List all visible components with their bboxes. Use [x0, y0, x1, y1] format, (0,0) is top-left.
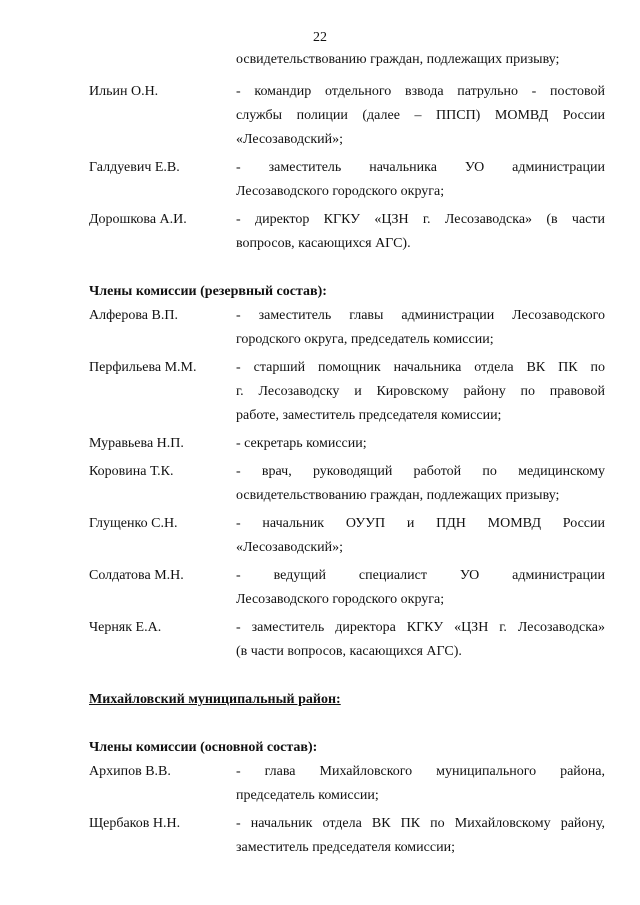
member-role: [236, 356, 605, 428]
role-line: Лесозаводского городского округа;: [236, 592, 445, 607]
member-entry: [89, 564, 605, 612]
continuation-text: освидетельствованию граждан, подлежащих призыву;: [236, 52, 560, 67]
role-line: - директор КГКУ «ЦЗН г. Лесозаводска» (в части: [236, 212, 605, 227]
role-line: службы полиции (далее – ППСП) МОМВД России: [236, 108, 605, 123]
reserve-heading: Члены комиссии (резервный состав):: [89, 284, 327, 299]
role-line: - врач, руководящий работой по медицинскому: [236, 464, 605, 479]
role-line: работе, заместитель председателя комиссии;: [236, 408, 502, 423]
member-entry: [89, 616, 605, 664]
role-line: - командир отдельного взвода патрульно - постовой: [236, 84, 605, 99]
role-line: - секретарь комиссии;: [236, 436, 367, 451]
role-line: - заместитель начальника УО администрации: [236, 160, 605, 175]
member-entry: [89, 304, 605, 352]
member-entry: [89, 512, 605, 560]
member-name: Солдатова М.Н.: [89, 568, 184, 583]
continuation-row: [89, 48, 605, 72]
member-role: [236, 616, 605, 664]
role-line: - начальник ОУУП и ПДН МОМВД России: [236, 516, 605, 531]
main-composition-heading: Члены комиссии (основной состав):: [89, 740, 318, 755]
member-entry: [89, 208, 605, 256]
section-reserve-list: [89, 304, 605, 664]
member-entry: [89, 432, 605, 456]
member-entry: [89, 156, 605, 204]
empty-name-cell: [89, 48, 236, 72]
member-name: Ильин О.Н.: [89, 84, 159, 99]
member-role: [236, 304, 605, 352]
member-entry: [89, 356, 605, 428]
document-body: [89, 48, 605, 860]
role-line: «Лесозаводский»;: [236, 132, 344, 147]
role-line: - ведущий специалист УО администрации: [236, 568, 605, 583]
role-line: заместитель председателя комиссии;: [236, 840, 455, 855]
member-role: [236, 564, 605, 612]
member-name: Муравьева Н.П.: [89, 436, 184, 451]
district-heading: Михайловский муниципальный район:: [89, 692, 341, 707]
member-entry: [89, 460, 605, 508]
member-name: Перфильева М.М.: [89, 360, 197, 375]
role-line: (в части вопросов, касающихся АГС).: [236, 644, 462, 659]
role-line: вопросов, касающихся АГС).: [236, 236, 411, 251]
member-entry: [89, 80, 605, 152]
role-line: освидетельствованию граждан, подлежащих призыву;: [236, 488, 560, 503]
role-line: городского округа, председатель комиссии;: [236, 332, 494, 347]
role-line: - глава Михайловского муниципального района,: [236, 764, 605, 779]
member-name: Алферова В.П.: [89, 308, 178, 323]
role-line: г. Лесозаводску и Кировскому району по правовой: [236, 384, 605, 399]
member-name: Дорошкова А.И.: [89, 212, 187, 227]
role-line: председатель комиссии;: [236, 788, 379, 803]
member-role: [236, 80, 605, 152]
member-role: [236, 760, 605, 808]
member-name: Коровина Т.К.: [89, 464, 174, 479]
member-name: Черняк Е.А.: [89, 620, 162, 635]
member-role: [236, 812, 605, 860]
page-number: 22: [313, 30, 327, 45]
member-name: Архипов В.В.: [89, 764, 171, 779]
role-line: - начальник отдела ВК ПК по Михайловскому району,: [236, 816, 605, 831]
member-role: [236, 460, 605, 508]
role-line: - заместитель директора КГКУ «ЦЗН г. Лесозаводска»: [236, 620, 605, 635]
role-line: - заместитель главы администрации Лесозаводского: [236, 308, 605, 323]
member-role: [236, 432, 605, 456]
member-name: Глущенко С.Н.: [89, 516, 178, 531]
section-main-list: [89, 760, 605, 860]
role-line: «Лесозаводский»;: [236, 540, 344, 555]
member-role: [236, 512, 605, 560]
role-line: Лесозаводского городского округа;: [236, 184, 445, 199]
role-line: - старший помощник начальника отдела ВК ПК по: [236, 360, 605, 375]
member-entry: [89, 812, 605, 860]
member-role: [236, 208, 605, 256]
member-name: Галдуевич Е.В.: [89, 160, 180, 175]
member-name: Щербаков Н.Н.: [89, 816, 181, 831]
section-main-list-continued: [89, 80, 605, 256]
member-entry: [89, 760, 605, 808]
member-role: [236, 156, 605, 204]
